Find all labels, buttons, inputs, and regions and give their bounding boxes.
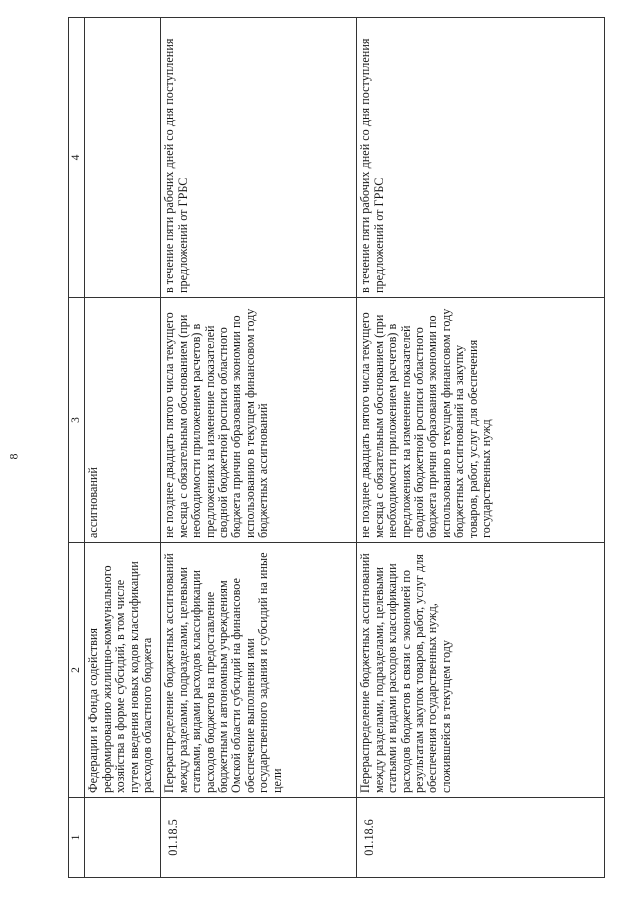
row-term: в течение пяти рабочих дней со дня поступления предложений от ГРБС xyxy=(357,18,605,298)
document-table-rotated xyxy=(68,18,604,878)
row-deadline: не позднее двадцать пятого числа текущего месяца с обязательным обоснованием (при необходимости приложением расчетов) в предложениях на изменение показателей сводной бюджетной росписи областного бюджета причин образования экономии по использованию в текущем финансовом году бюджетных ассигнований на закупку товаров, работ, услуг для обеспечения государственных нужд xyxy=(357,298,605,543)
row-description: Федерации и Фонда содействия реформированию жилищно-коммунального хозяйства в форме субсидий, в том числе путем введения новых кодов классификации расходов областного бюджета xyxy=(85,543,161,798)
header-col-1: 1 xyxy=(69,798,85,878)
row-description: Перераспределение бюджетных ассигнований между разделами, подразделами, целевыми статьями и видами расходов классификации расходов бюджетов в связи с экономией по результатам закупок товаров, работ, услуг для обеспечения государственных нужд, сложившейся в текущем году xyxy=(357,543,605,798)
header-col-2: 2 xyxy=(69,543,85,798)
row-description: Перераспределение бюджетных ассигнований между разделами, подразделами, целевыми статьями, видами расходов классификации расходов бюджетов на предоставление бюджетным и автономным учреждениям Омской области субсидий на финансовое обеспечение выполнения ими государственного задания и субсидий на иные цели xyxy=(161,543,357,798)
row-term: в течение пяти рабочих дней со дня поступления предложений от ГРБС xyxy=(161,18,357,298)
table-row xyxy=(161,18,357,878)
row-code xyxy=(85,798,161,878)
row-code: 01.18.5 xyxy=(161,798,357,878)
table-header-row xyxy=(69,18,85,878)
row-deadline: не позднее двадцать пятого числа текущего месяца с обязательным обоснованием (при необходимости приложением расчетов) в предложениях на изменение показателей сводной бюджетной росписи областного бюджета причин образования экономии по использованию в текущем финансовом году бюджетных ассигнований xyxy=(161,298,357,543)
row-code: 01.18.6 xyxy=(357,798,605,878)
row-deadline: ассигнований xyxy=(85,298,161,543)
table-row xyxy=(357,18,605,878)
page-number: 8 xyxy=(6,453,21,460)
budget-table xyxy=(68,17,605,878)
table-row xyxy=(85,18,161,878)
header-col-3: 3 xyxy=(69,298,85,543)
header-col-4: 4 xyxy=(69,18,85,298)
row-term xyxy=(85,18,161,298)
